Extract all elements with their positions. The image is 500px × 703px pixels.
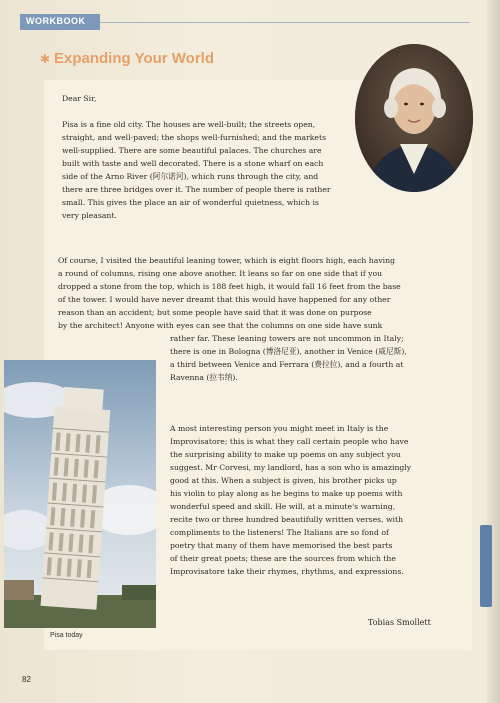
text-line: there are three bridges over it. The number of people there is rather [62,185,331,194]
text-line: wonderful speed and skill. He will, at a minute's warning, [170,502,396,511]
text-line: Of course, I visited the beautiful leaning tower, which is eight floors high, each having [58,256,395,265]
text-line: of the tower. I would have never dreamt that this would have happened for any other [58,295,391,304]
text-line: recite two or three hundred beautifully written verses, with [170,515,404,524]
text-line: of their great poets; these are the sources from which the [170,554,396,563]
text-line: Ravenna (拉韦纳). [170,373,238,382]
text-line: Improvisatore take their rhymes, rhythms, and expressions. [170,567,404,576]
text-line: very pleasant. [62,211,117,220]
paragraph-2 [58,254,468,332]
text-line: poetry that many of them have memorised the best parts [170,541,393,550]
text-line: a round of columns, rising one above another. It leans so far on one side that if you [58,269,383,278]
text-line: rather far. These leaning towers are not uncommon in Italy; [170,334,404,343]
section-title: Expanding Your World [54,50,215,67]
paragraph-3 [170,422,475,578]
text-line: Pisa is a fine old city. The houses are well-built; the streets open, [62,120,316,129]
star-icon: ✱ [40,52,51,66]
photo-caption: Pisa today [50,632,83,639]
salutation: Dear Sir, [62,94,97,103]
text-line: good at this. When a subject is given, his brother picks up [170,476,397,485]
text-line: side of the Arno River (阿尔诺河), which runs through the city, and [62,172,319,181]
text-line: reason than an accident; but some people have said that it was done on purpose [58,308,372,317]
text-line: suggest. Mr Corvesi, my landlord, has a son who is amazingly [170,463,412,472]
leaning-tower-photo [4,360,156,628]
text-line: straight, and well-paved; the shops well-furnished; and the markets [62,133,327,142]
text-line: dropped a stone from the top, which is 188 feet high, it would fall 16 feet from the base [58,282,401,291]
text-line: well-supplied. There are some beautiful palaces. The churches are [62,146,322,155]
portrait-image [355,44,473,192]
header-rule [100,22,470,23]
text-line: the surprising ability to make up poems on any subject you [170,450,401,459]
paragraph-1 [62,118,362,222]
text-line: his violin to play along as he begins to make up poems with [170,489,403,498]
page-number: 82 [22,675,31,684]
text-line: Improvisatore; this is what they call certain people who have [170,437,409,446]
text-line: compliments to the listeners! The Italians are so fond of [170,528,389,537]
text-line: a third between Venice and Ferrara (费拉拉), and a fourth at [170,360,404,369]
workbook-label: WORKBOOK [26,16,86,26]
paragraph-2-continued [170,332,470,384]
page-edge-tab [480,525,492,607]
signature: Tobias Smollett [368,618,431,627]
text-line: there is one in Bologna (博洛尼亚), another in Venice (威尼斯), [170,347,407,356]
text-line: A most interesting person you might meet in Italy is the [170,424,389,433]
text-line: built with taste and well decorated. There is a stone wharf on each [62,159,324,168]
text-line: by the architect! Anyone with eyes can see that the columns on one side have sunk [58,321,383,330]
text-line: small. This gives the place an air of wonderful quietness, which is [62,198,319,207]
